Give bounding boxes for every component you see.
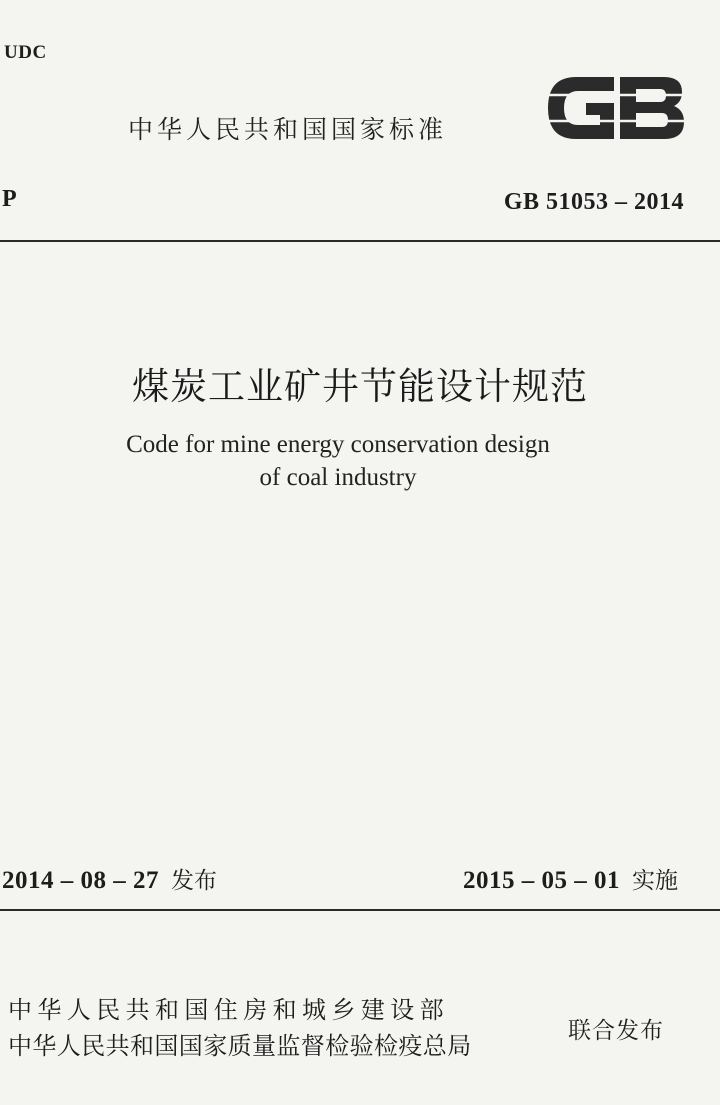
standard-category: 中华人民共和国国家标准 — [128, 115, 448, 144]
classification-code: P — [2, 186, 17, 212]
title-english-line-2: of coal industry — [259, 464, 417, 491]
title-chinese: 煤炭工业矿井节能设计规范 — [132, 365, 588, 408]
issue-date-block — [2, 862, 217, 895]
implementation-label: 实施 — [632, 868, 678, 894]
header-divider — [0, 240, 720, 242]
issue-label: 发布 — [171, 868, 217, 894]
implementation-date: 2015 – 05 – 01 — [463, 867, 620, 894]
implementation-date-block — [463, 862, 678, 895]
issuer-quality-administration: 中华人民共和国国家质量监督检验检疫总局 — [8, 1032, 472, 1060]
footer-divider — [0, 909, 720, 911]
issuer-ministry-housing: 中华人民共和国住房和城乡建设部 — [8, 996, 449, 1024]
gb-logo-icon — [546, 73, 686, 143]
joint-release-label: 联合发布 — [568, 1018, 664, 1044]
issue-date: 2014 – 08 – 27 — [2, 867, 159, 894]
title-english-line-1: Code for mine energy conservation design — [126, 431, 550, 458]
title-english — [0, 428, 676, 494]
udc-label: UDC — [4, 42, 47, 63]
standard-number: GB 51053 – 2014 — [503, 189, 684, 215]
